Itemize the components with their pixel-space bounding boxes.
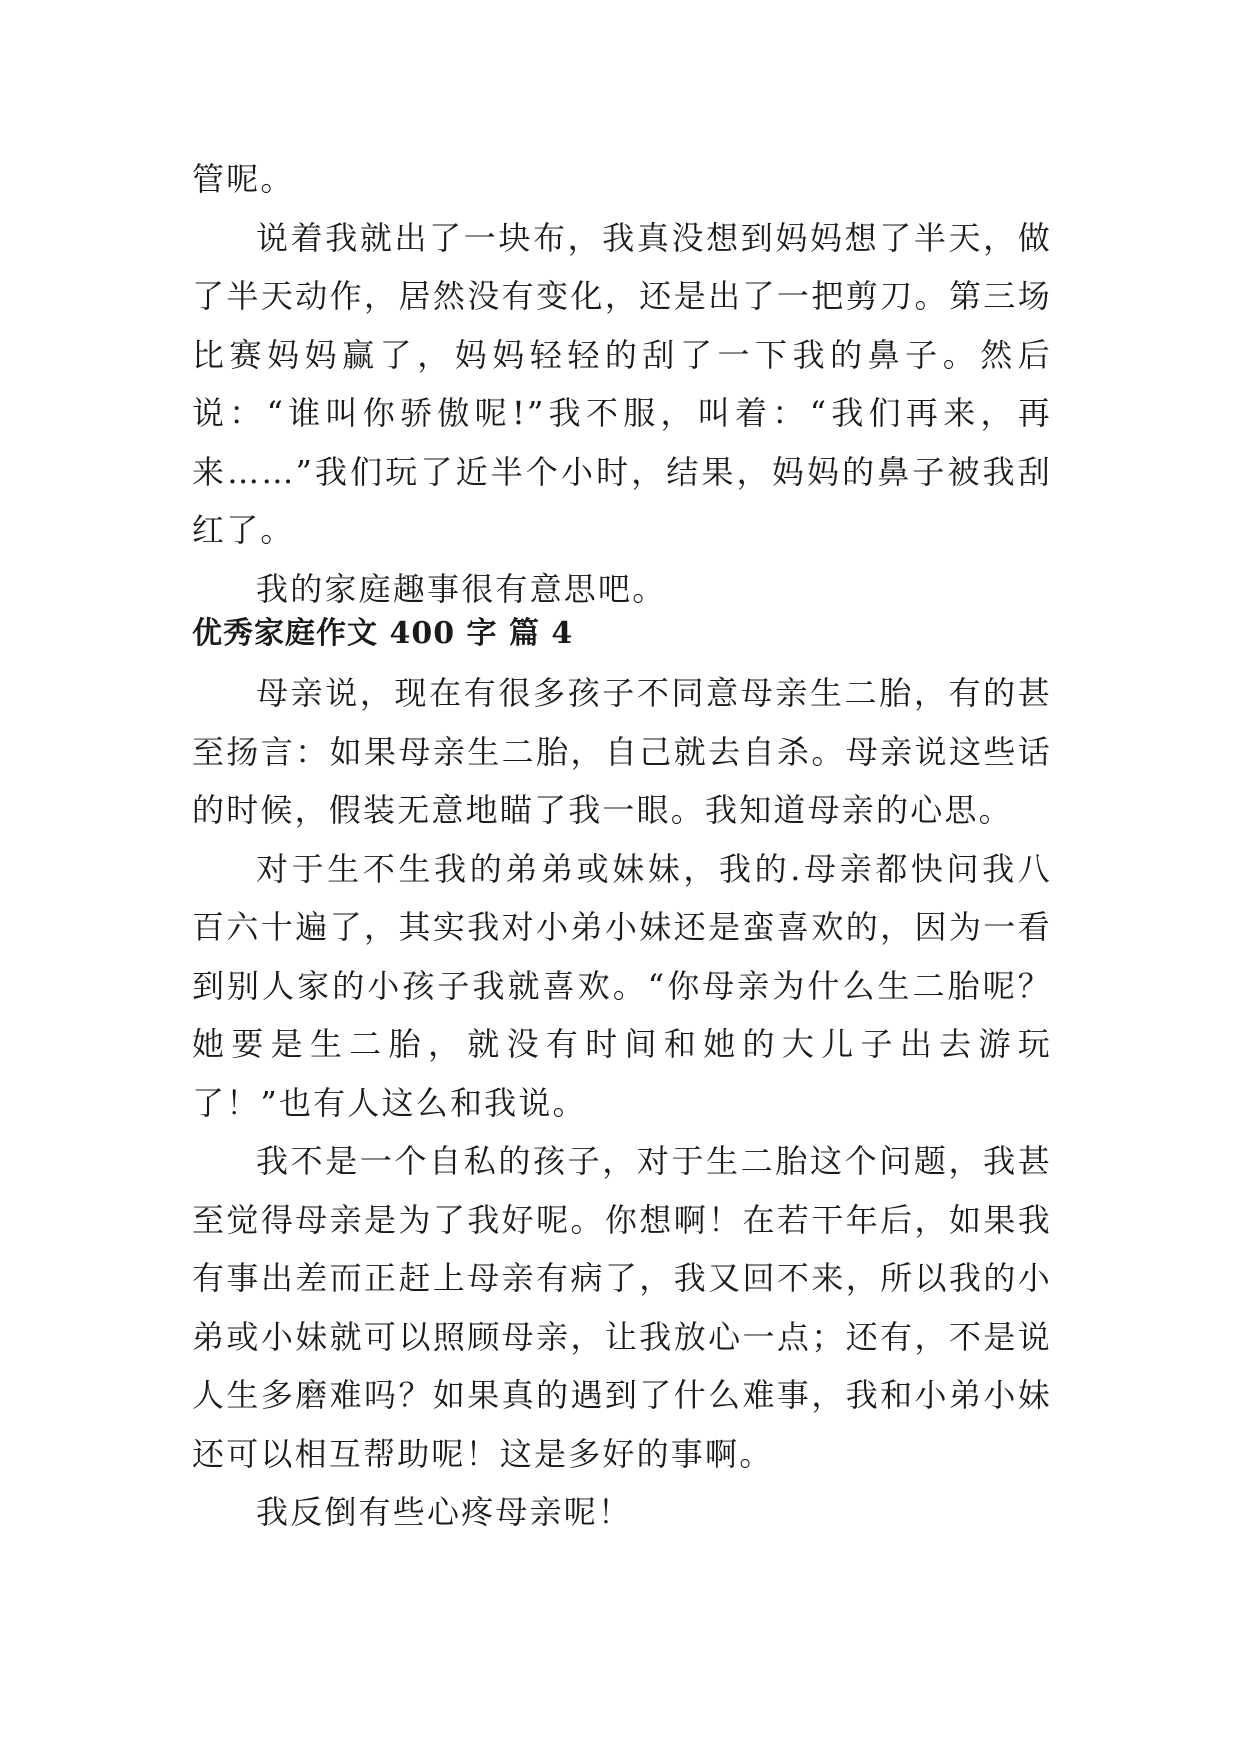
paragraph: 对于生不生我的弟弟或妹妹，我的.母亲都快问我八百六十遍了，其实我对小弟小妹还是蛮喜欢的，因为一看到别人家的小孩子我就喜欢。“你母亲为什么生二胎呢？她要是生二胎，就没有时间和她的大儿子出去游玩了！”也有人这么和我说。 xyxy=(192,849,1052,1122)
paragraph: 我不是一个自私的孩子，对于生二胎这个问题，我甚至觉得母亲是为了我好呢。你想啊！在若干年后，如果我有事出差而正赶上母亲有病了，我又回不来，所以我的小弟或小妹就可以照顾母亲，让我放心一点；还有，不是说人生多磨难吗？如果真的遇到了什么难事，我和小弟小妹还可以相互帮助呢！这是多好的事啊。 xyxy=(192,1142,1052,1473)
paragraph-continuation: 管呢。 xyxy=(192,160,295,198)
essay-section-4 xyxy=(192,664,1052,1542)
paragraph: 我反倒有些心疼母亲呢！ xyxy=(256,1493,633,1531)
essay-section-previous xyxy=(192,150,1052,618)
paragraph: 我的家庭趣事很有意思吧。 xyxy=(256,569,667,608)
essay-title: 优秀家庭作文 400 字 篇 4 xyxy=(192,616,574,651)
paragraph: 说着我就出了一块布，我真没想到妈妈想了半天，做了半天动作，居然没有变化，还是出了一把剪刀。第三场比赛妈妈赢了，妈妈轻轻的刮了一下我的鼻子。然后说：“谁叫你骄傲呢!”我不服，叫着：“我们再来，再来……”我们玩了近半个小时，结果，妈妈的鼻子被我刮红了。 xyxy=(192,218,1052,549)
paragraph: 母亲说，现在有很多孩子不同意母亲生二胎，有的甚至扬言：如果母亲生二胎，自己就去自杀。母亲说这些话的时候，假装无意地瞄了我一眼。我知道母亲的心思。 xyxy=(192,674,1052,829)
